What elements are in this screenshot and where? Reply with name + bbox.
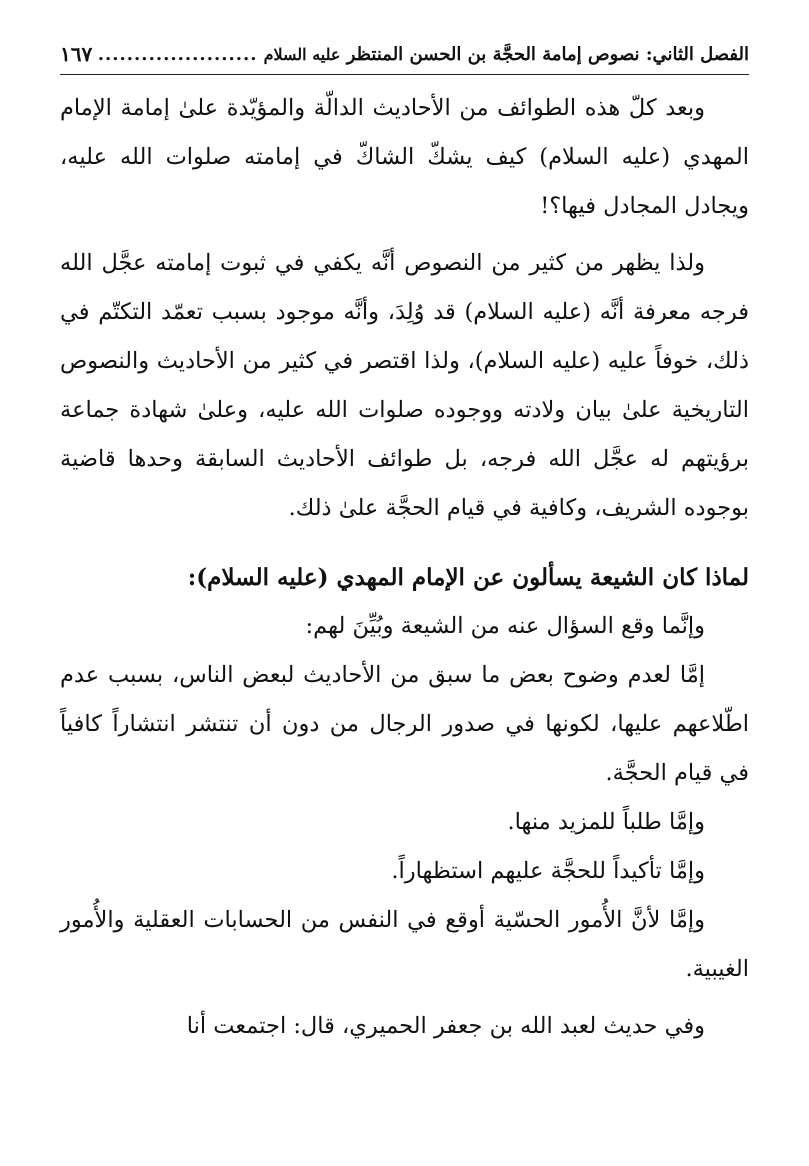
section-heading: لماذا كان الشيعة يسألون عن الإمام المهدي (عليه السلام): [187,564,749,591]
paragraph: ولذا يظهر من كثير من النصوص أنَّه يكفي في ثبوت إمامته عجَّل الله فرجه معرفة أنَّه (عليه السلام) قد وُلِدَ، وأنَّه موجود بسبب تعمّد التكتّم في ذلك، خوفاً عليه (عليه السلام)، ولذا اقتصر في كثير من الأحاديث والنصوص التاريخية علىٰ بيان ولادته ووجوده صلوات الله عليه، وعلىٰ شهادة جماعة برؤيتهم له عجَّل الله فرجه، بل طوائف الأحاديث السابقة وحدها قاضية بوجوده الشريف، وكافية في قيام الحجَّة علىٰ ذلك. [60,250,749,521]
leader-dots [98,44,257,65]
chapter-title: الفصل الثاني: نصوص إمامة الحجَّة بن الحسن المنتظر عليه السلام [263,43,749,65]
header-divider [60,74,749,75]
body-text [60,84,749,1051]
page-number: ١٦٧ [60,42,93,66]
paragraph: إمَّا لعدم وضوح بعض ما سبق من الأحاديث لبعض الناس، بسبب عدم اطّلاعهم عليها، لكونها في صدور الرجال من دون أن تنتشر انتشاراً كافياً في قيام الحجَّة. [60,662,749,786]
paragraph: وإمَّا تأكيداً للحجَّة عليهم استظهاراً. [391,858,705,884]
paragraph: وإمَّا طلباً للمزيد منها. [507,809,705,835]
honorific-glyph: عليه السلام [263,44,341,64]
paragraph: وإمَّا لأنَّ الأُمور الحسّية أوقع في النفس من الحسابات العقلية والأُمور الغيبية. [60,907,749,982]
paragraph: وبعد كلّ هذه الطوائف من الأحاديث الدالّة والمؤيّدة علىٰ إمامة الإمام المهدي (عليه السلام) كيف يشكّ الشاكّ في إمامته صلوات الله عليه، ويجادل المجادل فيها؟! [60,95,749,219]
paragraph: وفي حديث لعبد الله بن جعفر الحميري، قال: اجتمعت أنا [186,1013,705,1039]
paragraph: وإنَّما وقع السؤال عنه من الشيعة وبُيِّنَ لهم: [305,613,705,639]
running-head [60,36,749,72]
